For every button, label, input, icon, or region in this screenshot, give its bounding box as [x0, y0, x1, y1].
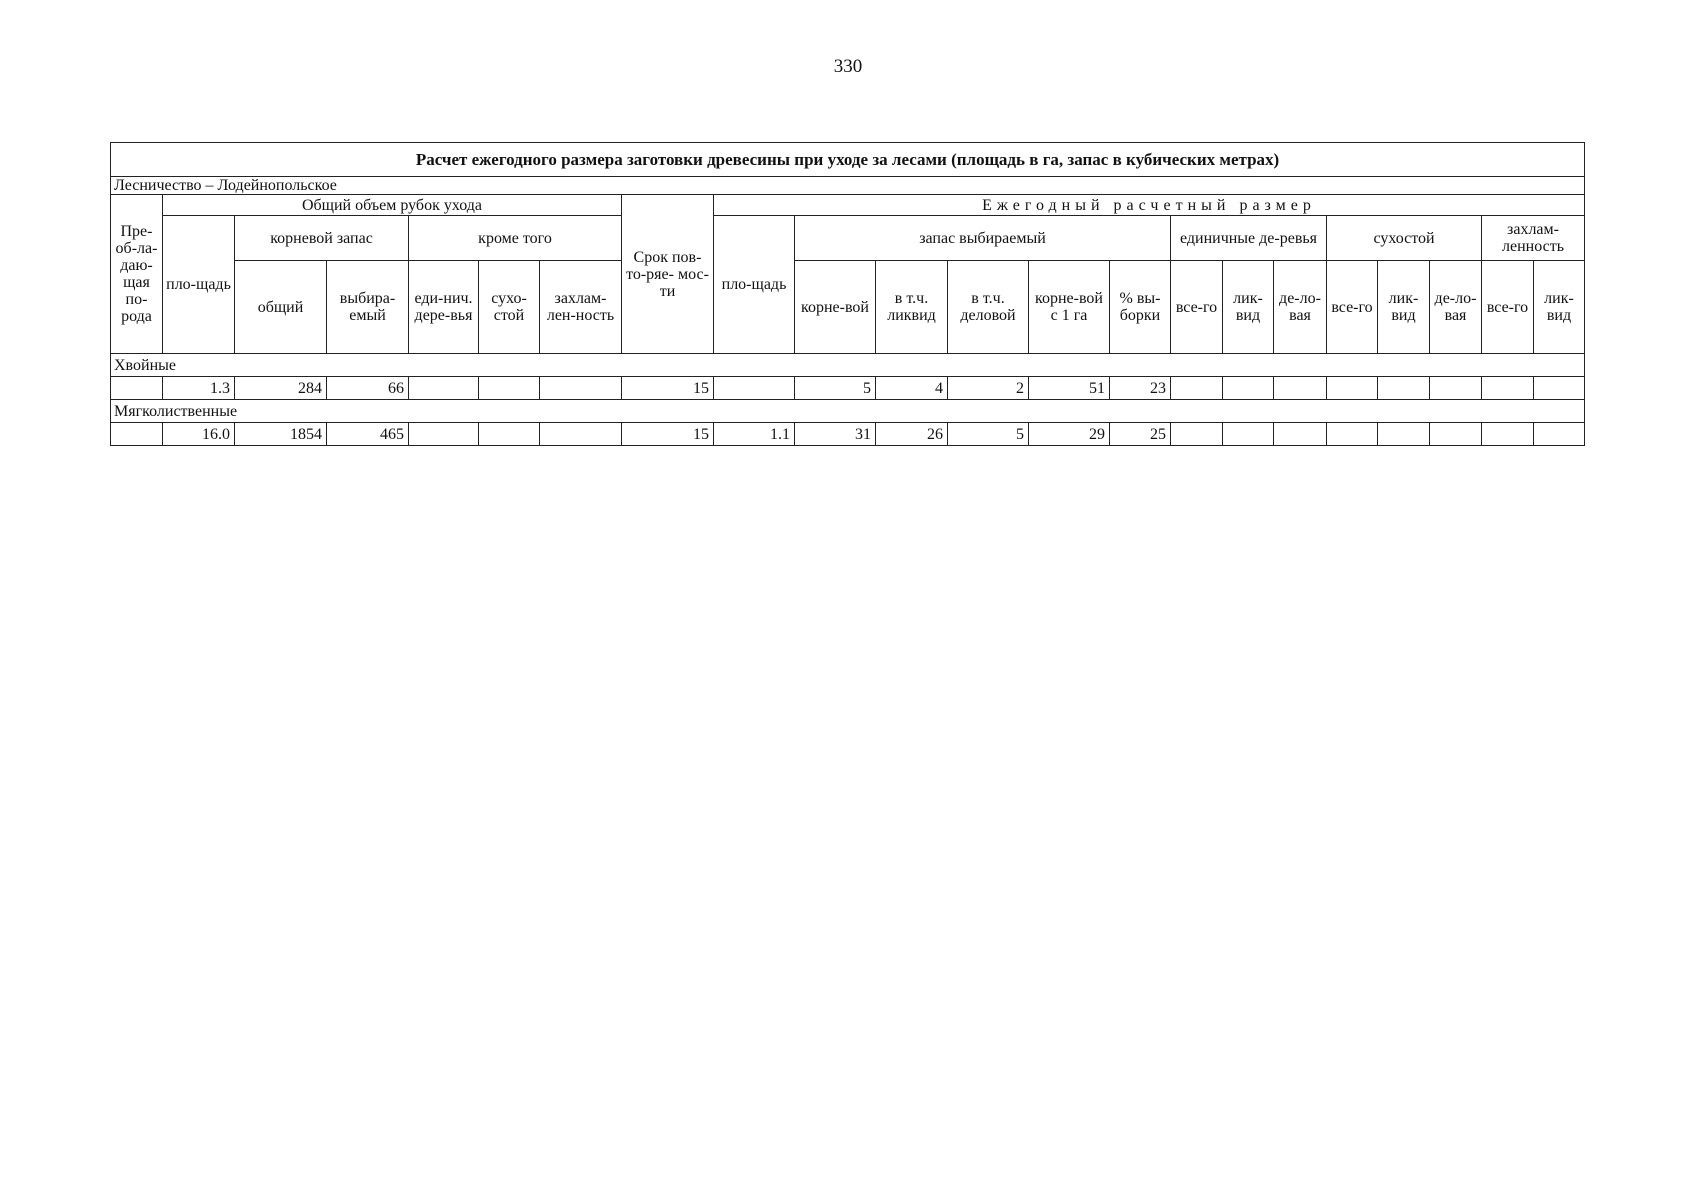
cell-repeat-period: 15 [622, 377, 714, 400]
cell-root-per-ha: 29 [1029, 423, 1110, 446]
header-single-trees: единичные де-ревья [1171, 216, 1327, 261]
cell-extra-deadwood [479, 423, 540, 446]
header-deadwood-extra: сухо-стой [479, 261, 540, 354]
cell-extra-single [409, 423, 479, 446]
header-single-trees-extra: еди-нич. дере-вья [409, 261, 479, 354]
cell-pct-selection: 23 [1110, 377, 1171, 400]
header-total: общий [235, 261, 327, 354]
header-deadwood-business: де-ло-вая [1430, 261, 1482, 354]
header-deadwood-liquid: лик-вид [1378, 261, 1430, 354]
header-area: пло-щадь [163, 216, 235, 354]
cell-root-selectable: 465 [327, 423, 409, 446]
header-pct-selection: % вы-борки [1110, 261, 1171, 354]
header-deadwood: сухостой [1327, 216, 1482, 261]
harvest-calculation-table [110, 142, 1585, 446]
cell-single-liquid [1223, 377, 1274, 400]
cell-litter-all [1482, 423, 1534, 446]
section-label-conifers: Хвойные [111, 354, 1585, 377]
cell-species [111, 423, 163, 446]
header-litter: захлам-ленность [1482, 216, 1585, 261]
cell-single-all [1171, 423, 1223, 446]
cell-litter-liquid [1534, 377, 1585, 400]
header-species: Пре-об-ла-даю-щая по-рода [111, 195, 163, 354]
header-root: корне-вой [795, 261, 876, 354]
cell-area: 1.3 [163, 377, 235, 400]
header-single-all: все-го [1171, 261, 1223, 354]
header-litter-all: все-го [1482, 261, 1534, 354]
cell-incl-liquid: 26 [876, 423, 948, 446]
header-selectable: выбира-емый [327, 261, 409, 354]
cell-deadwood-business [1430, 423, 1482, 446]
cell-root: 5 [795, 377, 876, 400]
cell-annual-area [714, 377, 795, 400]
cell-single-liquid [1223, 423, 1274, 446]
cell-single-business [1274, 377, 1327, 400]
header-deadwood-all: все-го [1327, 261, 1378, 354]
header-incl-business: в т.ч. деловой [948, 261, 1029, 354]
header-single-liquid: лик-вид [1223, 261, 1274, 354]
page-number: 330 [833, 56, 863, 77]
cell-root-per-ha: 51 [1029, 377, 1110, 400]
header-root-per-ha: корне-вой с 1 га [1029, 261, 1110, 354]
cell-root: 31 [795, 423, 876, 446]
cell-deadwood-liquid [1378, 423, 1430, 446]
cell-annual-area: 1.1 [714, 423, 795, 446]
forestry-name: Лесничество – Лодейнопольское [111, 177, 1585, 195]
cell-deadwood-all [1327, 377, 1378, 400]
table-row [111, 377, 1585, 400]
cell-root-total: 1854 [235, 423, 327, 446]
cell-area: 16.0 [163, 423, 235, 446]
header-annual-size: Ежегодный расчетный размер [714, 195, 1585, 216]
cell-extra-deadwood [479, 377, 540, 400]
header-selected-stock: запас выбираемый [795, 216, 1171, 261]
cell-extra-litter [540, 377, 622, 400]
header-litter-extra: захлам-лен-ность [540, 261, 622, 354]
cell-single-business [1274, 423, 1327, 446]
cell-deadwood-business [1430, 377, 1482, 400]
header-single-business: де-ло-вая [1274, 261, 1327, 354]
table-row [111, 423, 1585, 446]
cell-litter-liquid [1534, 423, 1585, 446]
header-besides: кроме того [409, 216, 622, 261]
header-repeat-period: Срок пов- то-ряе- мос-ти [622, 195, 714, 354]
header-incl-liquid: в т.ч. ликвид [876, 261, 948, 354]
cell-incl-business: 5 [948, 423, 1029, 446]
cell-root-selectable: 66 [327, 377, 409, 400]
cell-litter-all [1482, 377, 1534, 400]
cell-single-all [1171, 377, 1223, 400]
header-root-stock: корневой запас [235, 216, 409, 261]
cell-incl-business: 2 [948, 377, 1029, 400]
cell-deadwood-liquid [1378, 377, 1430, 400]
cell-incl-liquid: 4 [876, 377, 948, 400]
header-area-annual: пло-щадь [714, 216, 795, 354]
header-total-volume: Общий объем рубок ухода [163, 195, 622, 216]
header-litter-liquid: лик-вид [1534, 261, 1585, 354]
cell-deadwood-all [1327, 423, 1378, 446]
table-title: Расчет ежегодного размера заготовки древесины при уходе за лесами (площадь в га, запас в кубических метрах) [111, 143, 1585, 177]
section-label-softwood: Мягколиственные [111, 400, 1585, 423]
cell-repeat-period: 15 [622, 423, 714, 446]
cell-root-total: 284 [235, 377, 327, 400]
cell-extra-litter [540, 423, 622, 446]
cell-extra-single [409, 377, 479, 400]
cell-species [111, 377, 163, 400]
cell-pct-selection: 25 [1110, 423, 1171, 446]
